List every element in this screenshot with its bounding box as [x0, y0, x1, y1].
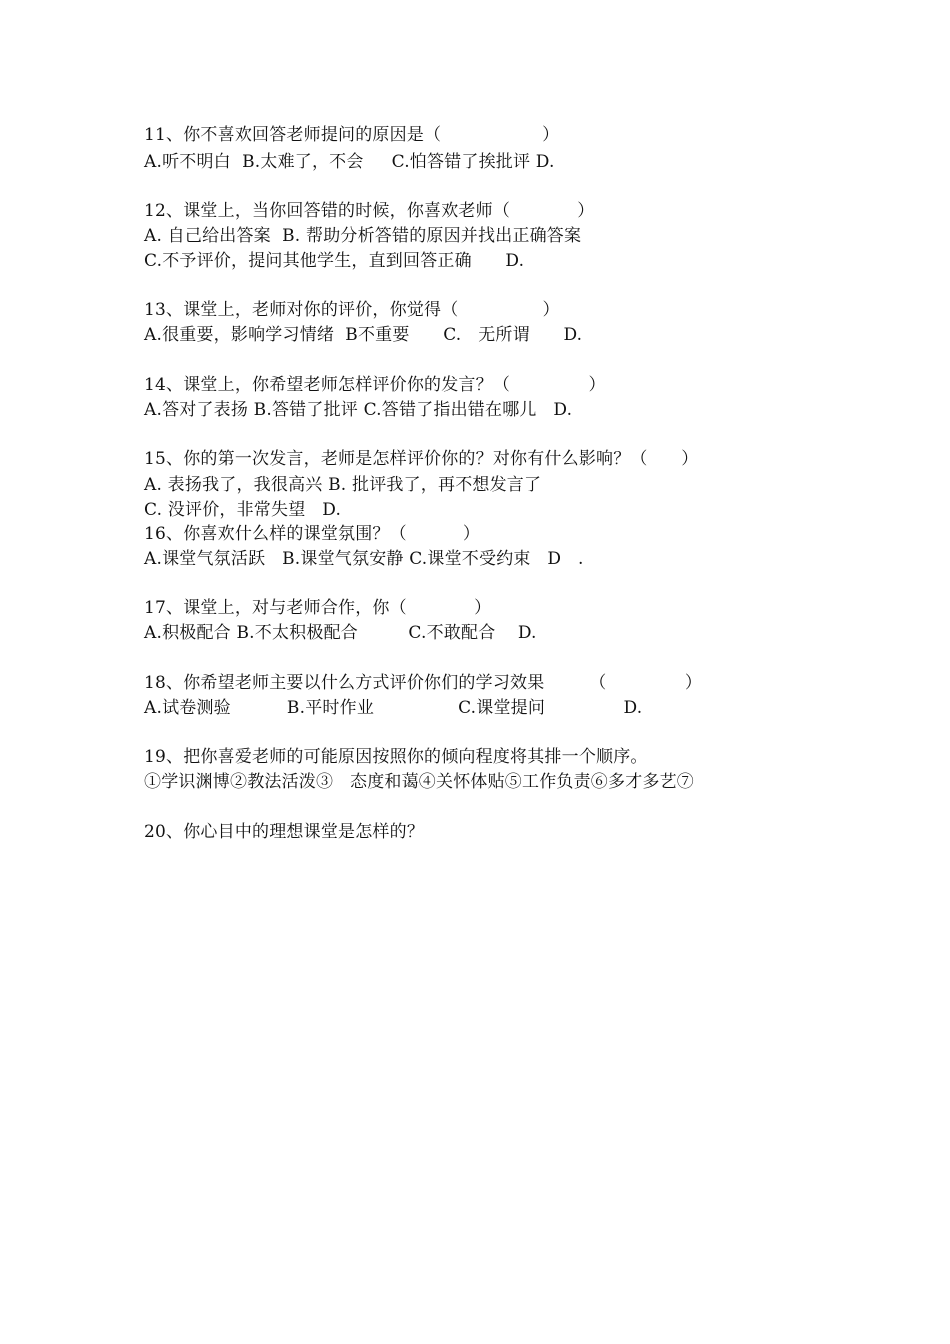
question-14-options: A.答对了表扬 B.答错了批评 C.答错了指出错在哪儿 D. [144, 400, 573, 420]
question-19-options: ①学识渊博②教法活泼③ 态度和蔼④关怀体贴⑤工作负责⑥多才多艺⑦ [144, 772, 695, 792]
question-16-options: A.课堂气氛活跃 B.课堂气氛安静 C.课堂不受约束 D . [144, 549, 584, 569]
question-15-options-line-2: C. 没评价，非常失望 D. [144, 500, 342, 520]
question-11-stem: 11、你不喜欢回答老师提问的原因是（ ） [144, 125, 560, 145]
question-17-options: A.积极配合 B.不太积极配合 C.不敢配合 D. [144, 623, 537, 643]
question-12-stem: 12、课堂上，当你回答错的时候，你喜欢老师（ ） [144, 201, 595, 221]
question-13-options: A.很重要，影响学习情绪 B不重要 C. 无所谓 D. [144, 325, 583, 345]
question-17-stem: 17、课堂上，对与老师合作，你（ ） [144, 598, 492, 618]
question-13-stem: 13、课堂上，老师对你的评价，你觉得（ ） [144, 300, 560, 320]
question-12-options-line-1: A. 自己给出答案 B. 帮助分析答错的原因并找出正确答案 [144, 226, 582, 246]
question-18-options: A.试卷测验 B.平时作业 C.课堂提问 D. [144, 698, 643, 718]
question-15-stem: 15、你的第一次发言，老师是怎样评价你的？对你有什么影响？（ ） [144, 449, 699, 469]
question-12-options-line-2: C.不予评价，提问其他学生，直到回答正确 D. [144, 251, 525, 271]
question-15-options-line-1: A. 表扬我了，我很高兴 B. 批评我了，再不想发言了 [144, 475, 542, 495]
question-14-stem: 14、课堂上，你希望老师怎样评价你的发言？（ ） [144, 375, 606, 395]
question-18-stem: 18、你希望老师主要以什么方式评价你们的学习效果 （ ） [144, 673, 703, 693]
question-11-options: A.听不明白 B.太难了，不会 C.怕答错了挨批评 D. [144, 152, 555, 172]
question-19-stem: 19、把你喜爱老师的可能原因按照你的倾向程度将其排一个顺序。 [144, 747, 648, 767]
question-16-stem: 16、你喜欢什么样的课堂氛围？（ ） [144, 524, 481, 544]
question-20-stem: 20、你心目中的理想课堂是怎样的？ [144, 822, 425, 842]
